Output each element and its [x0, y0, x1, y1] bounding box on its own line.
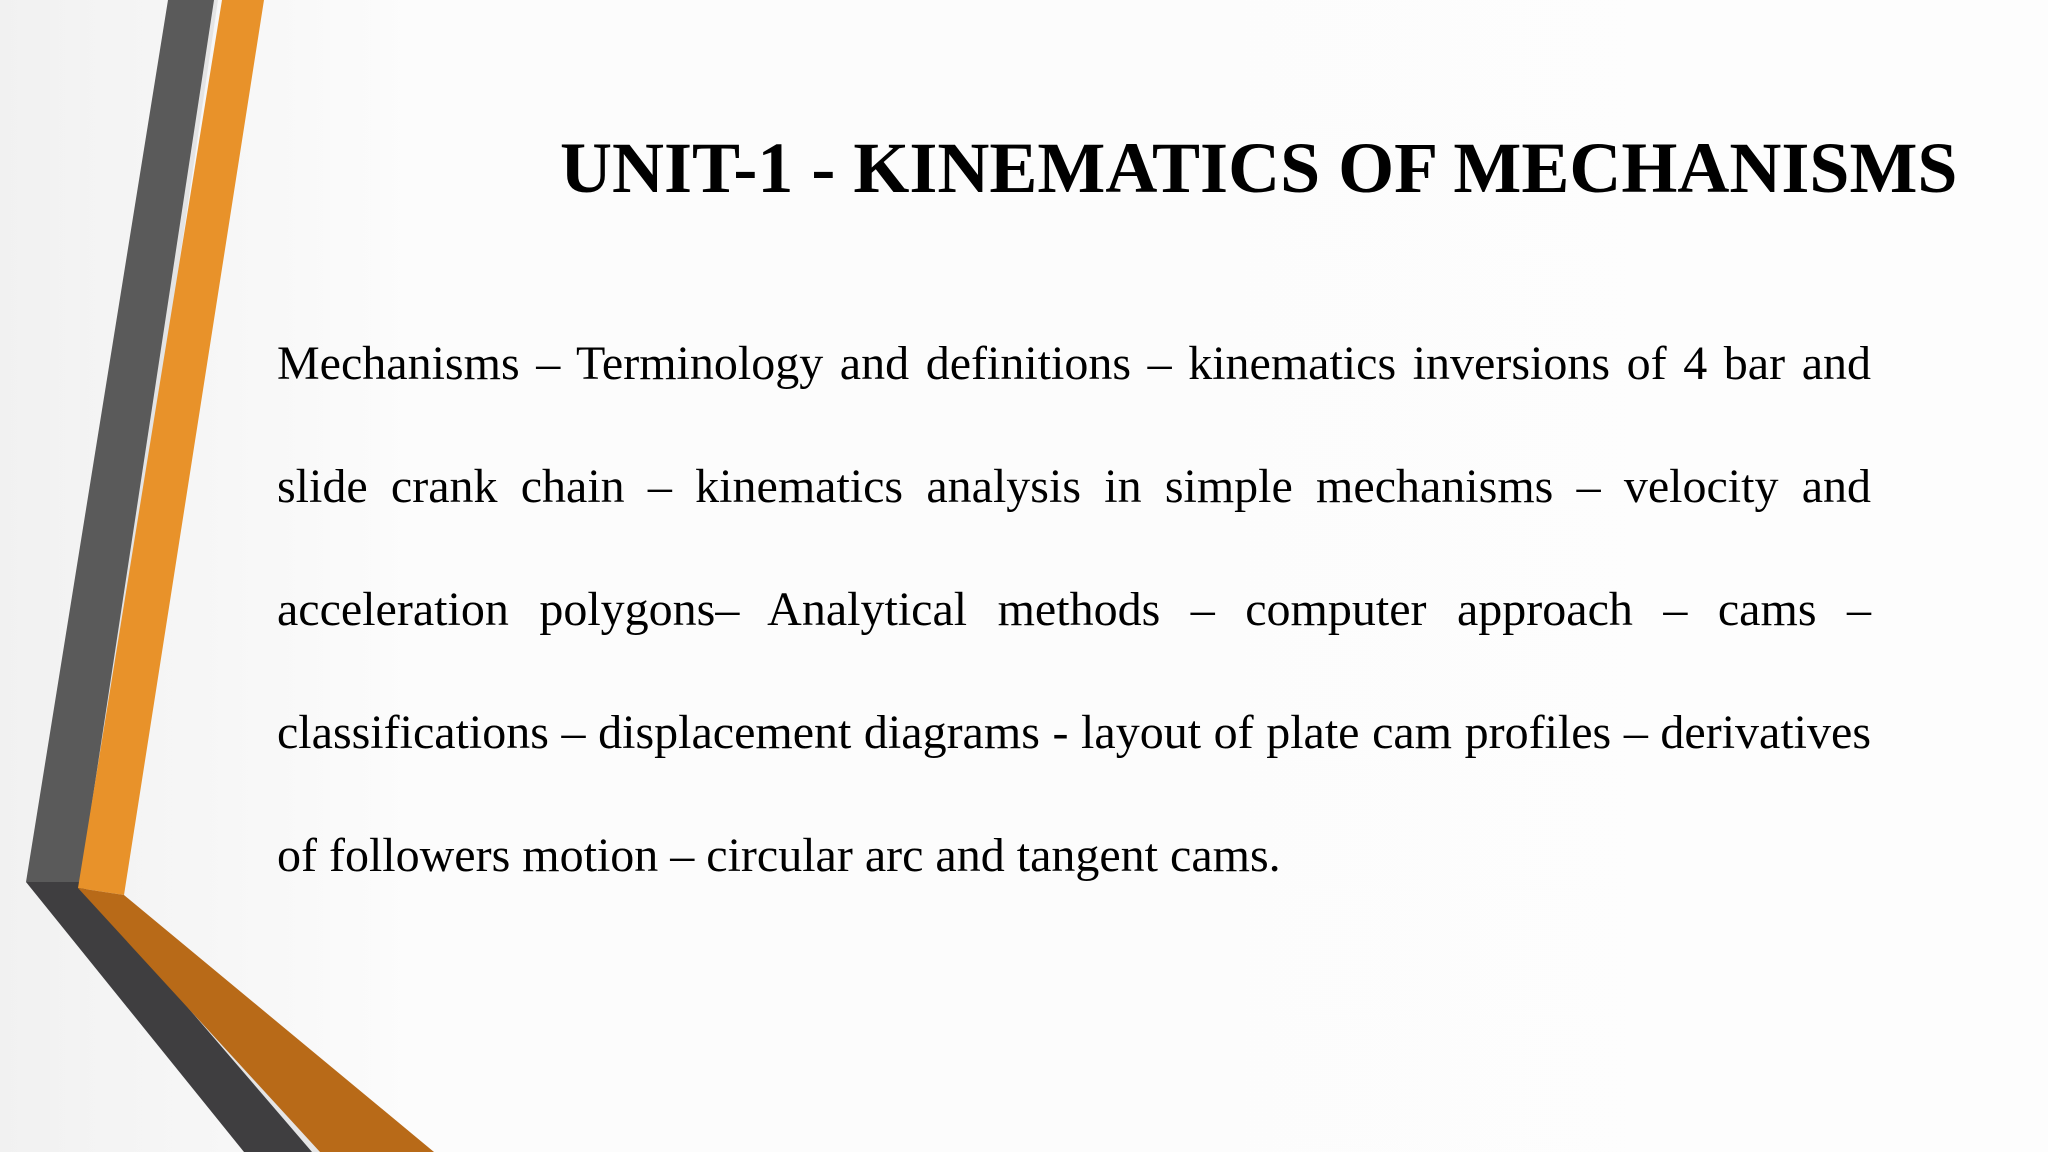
- slide-body-text: Mechanisms – Terminology and definitions – kinematics inversions of 4 bar and slide crank chain – kinematics analysis in simple mechanisms – velocity and acceleration polygons– Analytical methods – computer approach – cams – classifications – displacement diagrams - layout of plate cam profiles – derivatives of followers motion – circular arc and tangent cams.: [277, 337, 1871, 882]
- slide-title: UNIT-1 - KINEMATICS OF MECHANISMS: [560, 128, 1958, 208]
